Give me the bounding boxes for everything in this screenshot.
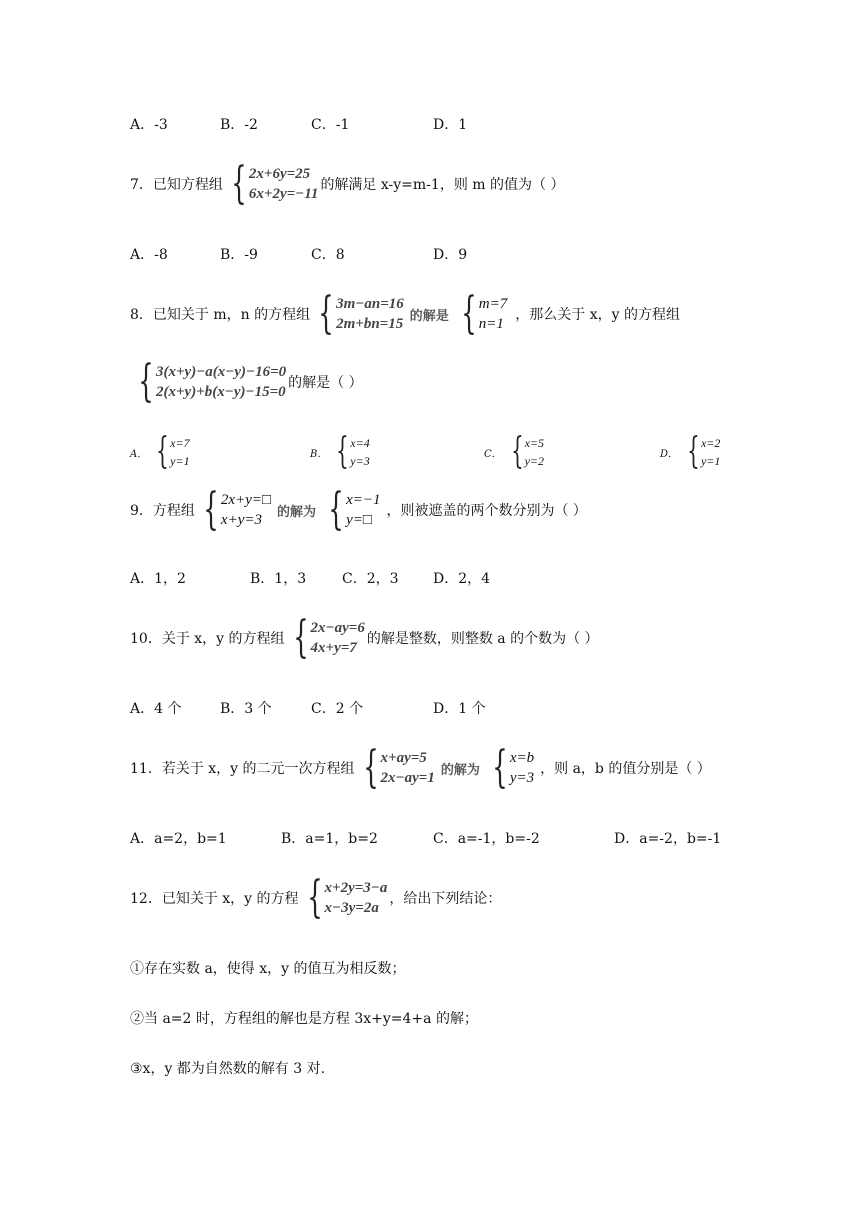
q8-sys3-eq2: 2(x+y)+b(x−y)−15=0: [156, 384, 286, 400]
q6-option-b: B．-2: [220, 117, 258, 133]
q6-option-c: C．-1: [311, 117, 350, 133]
q8-sys1-eq2: 2m+bn=15: [336, 316, 404, 332]
q11-option-c: C．a=-1，b=-2: [433, 831, 540, 847]
q7-option-a: A．-8: [130, 247, 168, 263]
q12-statement-1: ①存在实数 a，使得 x，y 的值互为相反数；: [130, 961, 406, 977]
q8-option-c: C． { x=5 y=2: [484, 431, 544, 472]
q8-suffix2: 的解是（ ）: [288, 375, 363, 391]
q9-sys1-eq1: 2x+y=□: [220, 492, 272, 508]
q6-option-a: A．-3: [130, 117, 168, 133]
q8-sys2-eq1: m=7: [478, 296, 508, 312]
q12-prefix: 12．已知关于 x，y 的方程: [130, 891, 299, 907]
q8-option-d: D． { x=2 y=1: [660, 431, 721, 472]
q6-option-d: D．1: [433, 117, 468, 133]
question-12: [130, 872, 502, 923]
q9-option-c: C．2，3: [342, 571, 399, 587]
q9-system-1: { 2x+y=□ x+y=3: [203, 484, 272, 535]
q11-sys2-eq1: x=b: [509, 750, 535, 766]
q11-prefix: 11．若关于 x，y 的二元一次方程组: [130, 761, 355, 777]
q11-option-d: D．a=-2，b=-1: [614, 831, 722, 847]
q9-system-2: { x=−1 y=□: [328, 484, 381, 535]
q7-option-c: C．8: [311, 247, 345, 263]
q11-sys1-eq1: x+ay=5: [380, 750, 427, 766]
q10-option-a: A．4 个: [130, 701, 182, 717]
q7-option-b: B．-9: [220, 247, 258, 263]
q11-option-a: A．a=2，b=1: [130, 831, 227, 847]
q8-prefix: 8．已知关于 m，n 的方程组: [130, 307, 311, 323]
q10-option-d: D．1 个: [433, 701, 486, 717]
q8-mid: 的解是: [409, 308, 449, 324]
q7-suffix: 的解满足 x-y=m-1，则 m 的值为（ ）: [320, 177, 565, 193]
q12-system: { x+2y=3−a x−3y=2a: [306, 872, 388, 923]
q11-system-2: { x=b y=3: [492, 742, 535, 793]
q7-eq2: 6x+2y=−11: [248, 186, 319, 202]
q8-suffix: ，那么关于 x，y 的方程组: [515, 307, 680, 323]
q9-option-d: D．2，4: [433, 571, 491, 587]
q8-sys3-eq1: 3(x+y)−a(x−y)−16=0: [156, 364, 287, 380]
q9-sys2-eq2: y=□: [346, 512, 372, 528]
q7-prefix: 7．已知方程组: [130, 177, 223, 193]
q7-eq1: 2x+6y=25: [248, 166, 311, 182]
q8-sys2-eq2: n=1: [478, 316, 504, 332]
question-8: [130, 288, 680, 339]
question-10: [130, 612, 599, 663]
q8-option-a: A． { x=7 y=1: [130, 431, 190, 472]
q12-suffix: ，给出下列结论：: [389, 891, 502, 907]
q7-system: { 2x+6y=25 6x+2y=−11: [231, 158, 319, 209]
q11-system-1: { x+ay=5 2x−ay=1: [362, 742, 435, 793]
q9-option-a: A．1，2: [130, 571, 186, 587]
q8-sys1-eq1: 3m−an=16: [336, 296, 404, 312]
q11-mid: 的解为: [440, 762, 480, 778]
q11-sys1-eq2: 2x−ay=1: [380, 770, 435, 786]
q7-option-d: D．9: [433, 247, 468, 263]
q10-eq2: 4x+y=7: [310, 640, 357, 656]
q10-option-b: B．3 个: [220, 701, 272, 717]
q9-sys2-eq1: x=−1: [346, 492, 381, 508]
q8-system-3: { 3(x+y)−a(x−y)−16=0 2(x+y)+b(x−y)−15=0: [138, 356, 287, 407]
q12-eq2: x−3y=2a: [324, 900, 379, 916]
q12-eq1: x+2y=3−a: [324, 880, 388, 896]
q10-prefix: 10．关于 x，y 的方程组: [130, 631, 285, 647]
q11-suffix: ，则 a，b 的值分别是（ ）: [540, 761, 711, 777]
q9-option-b: B．1，3: [250, 571, 307, 587]
q9-sys1-eq2: x+y=3: [220, 512, 262, 528]
q8-option-b: B． { x=4 y=3: [310, 431, 370, 472]
q9-suffix: ，则被遮盖的两个数分别为（ ）: [386, 503, 587, 519]
q9-mid: 的解为: [277, 504, 317, 520]
q12-statement-2: ②当 a=2 时，方程组的解也是方程 3x+y=4+a 的解；: [130, 1011, 478, 1027]
question-8-cont: [130, 356, 363, 407]
q10-suffix: 的解是整数，则整数 a 的个数为（ ）: [366, 631, 599, 647]
q12-statement-3: ③x，y 都为自然数的解有 3 对.: [130, 1061, 326, 1077]
q11-sys2-eq2: y=3: [509, 770, 535, 786]
q10-option-c: C．2 个: [311, 701, 364, 717]
question-7: [130, 158, 565, 209]
q8-system-1: { 3m−an=16 2m+bn=15: [318, 288, 404, 339]
q10-system: { 2x−ay=6 4x+y=7: [292, 612, 365, 663]
q11-option-b: B．a=1，b=2: [281, 831, 378, 847]
q9-prefix: 9．方程组: [130, 503, 195, 519]
question-11: [130, 742, 711, 793]
q8-system-2: { m=7 n=1: [461, 288, 508, 339]
question-9: [130, 484, 587, 535]
q10-eq1: 2x−ay=6: [310, 620, 365, 636]
